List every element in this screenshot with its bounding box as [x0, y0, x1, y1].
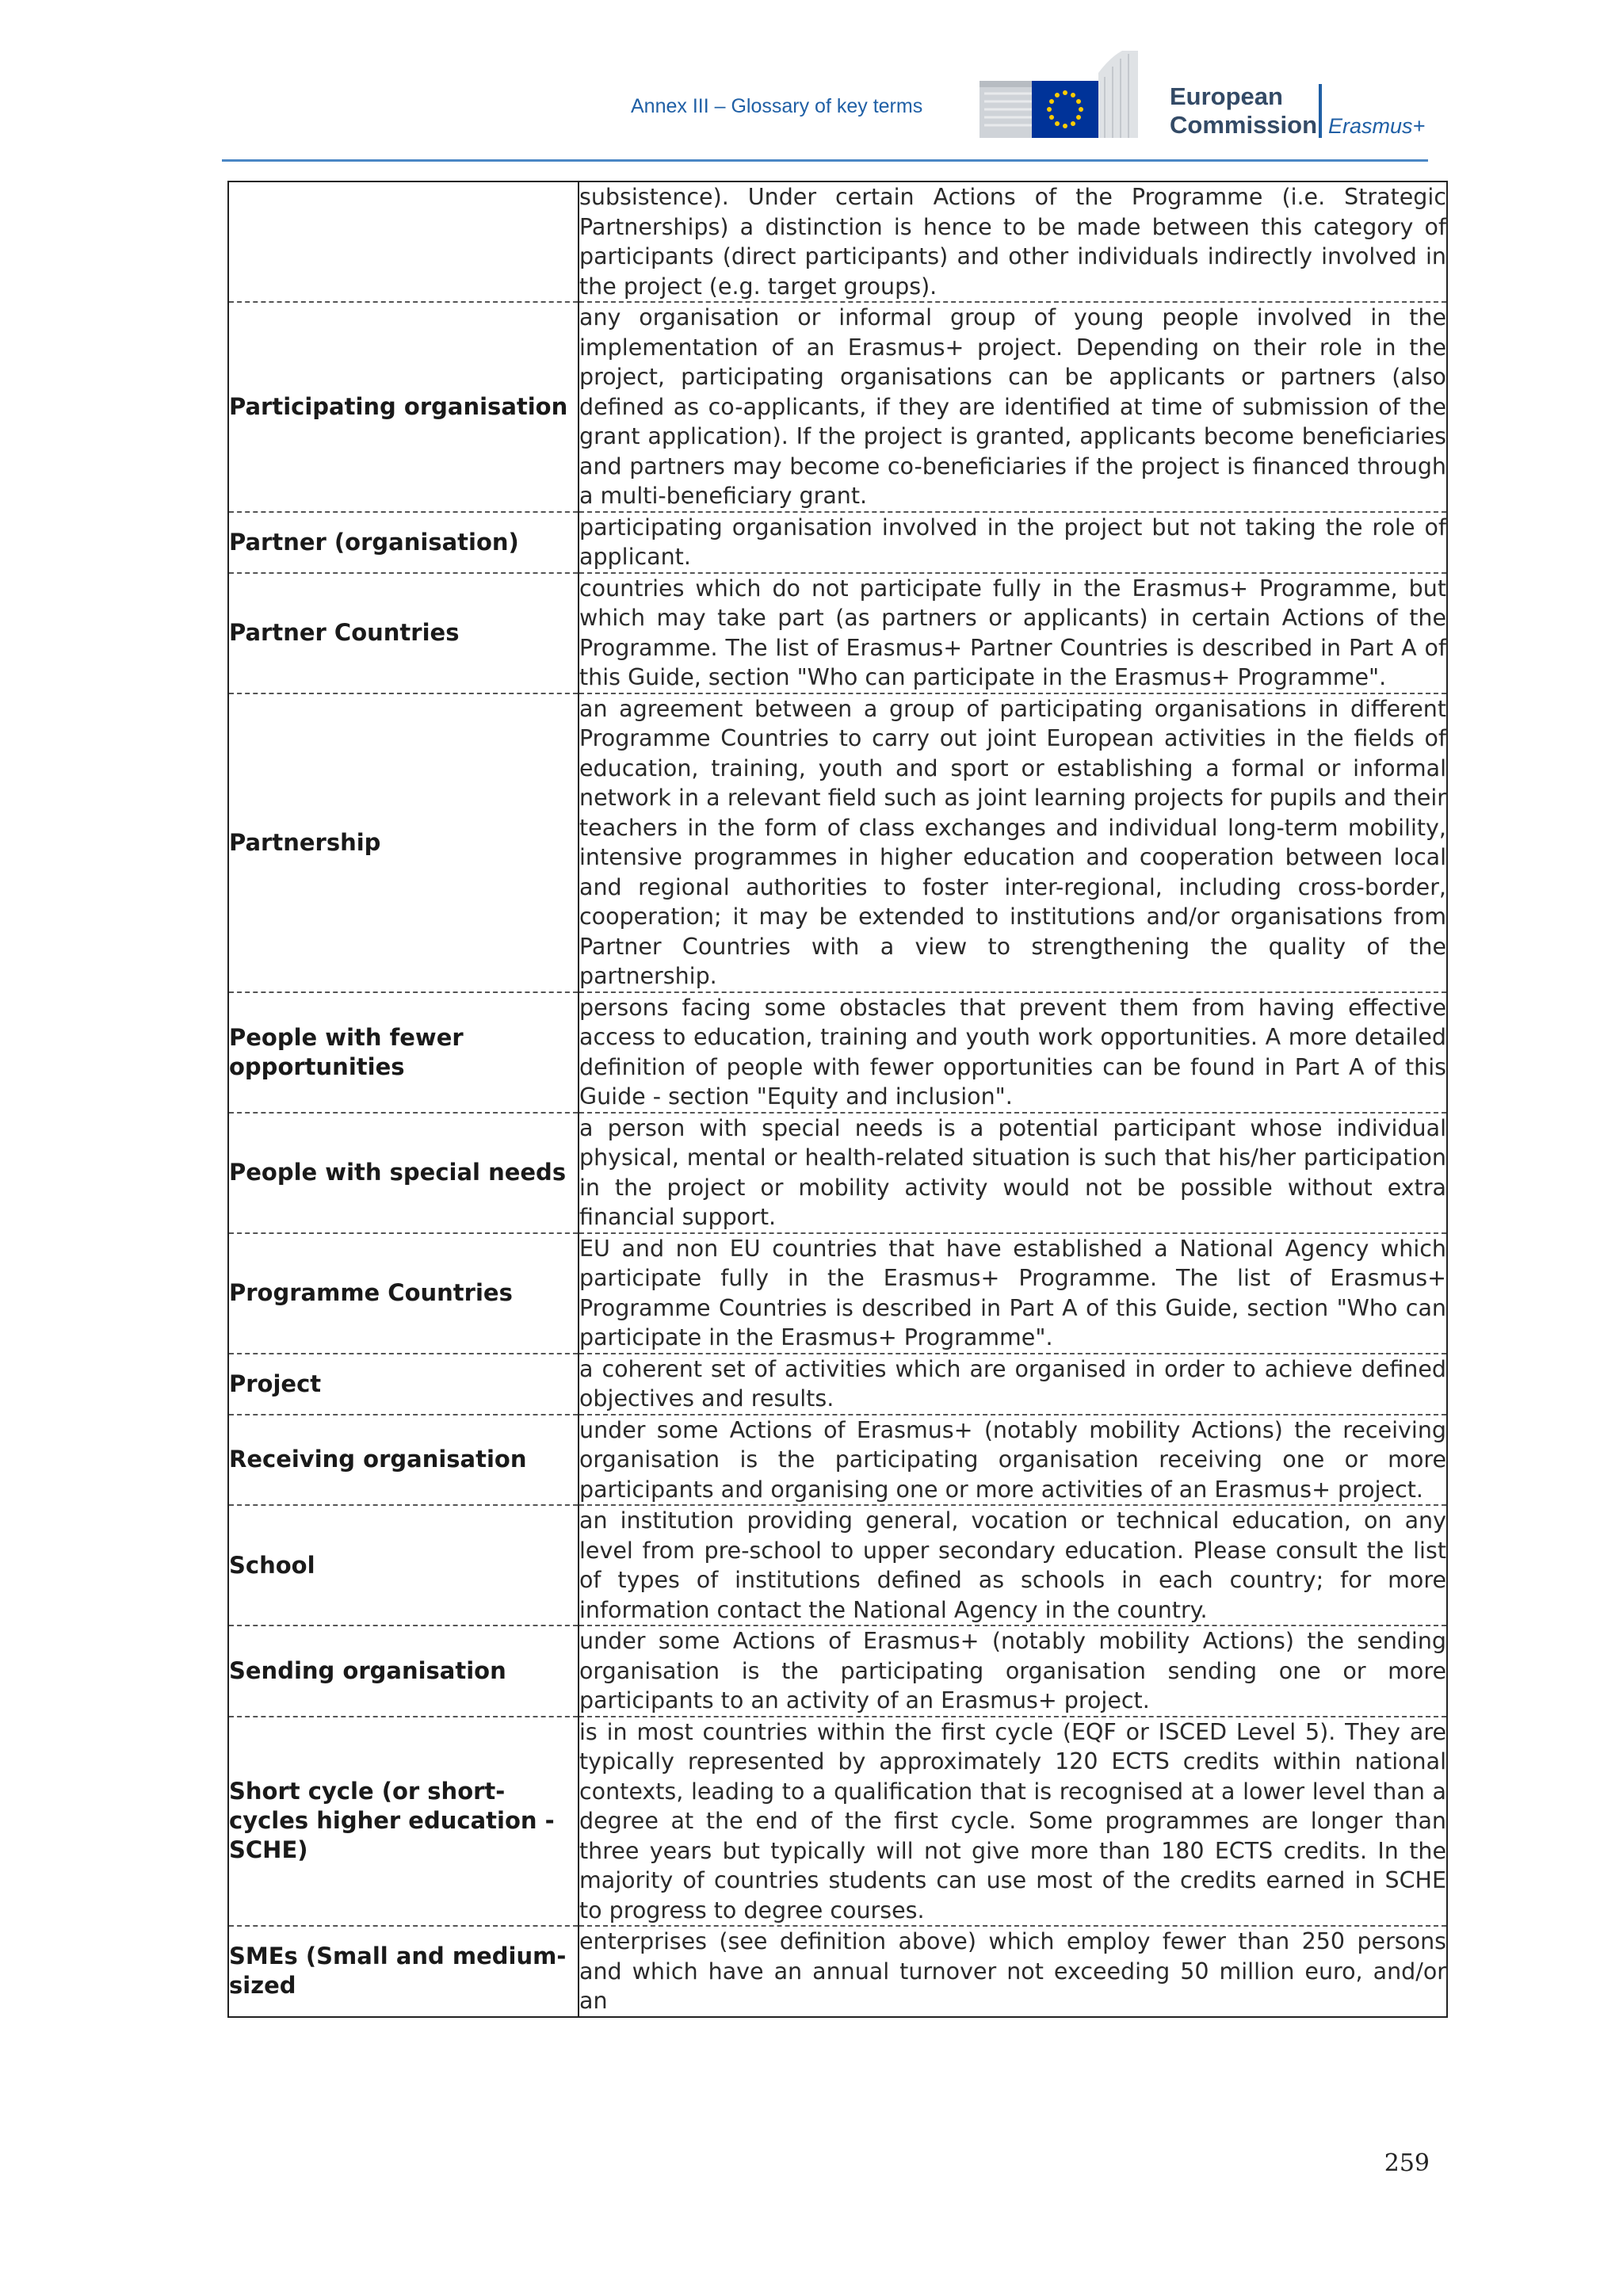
glossary-definition: is in most countries within the first cycle (EQF or ISCED Level 5). They are typically represented by approximately 120 ECTS credits within national contexts, leading to a qualification that is recognised at a lower level than a degree at the end of the first cycle. Some programmes are longer than three years but typically will not give more than 180 ECTS credits. In the majority of countries students can use most of the credits earned in SCHE to progress to degree courses. — [579, 1717, 1447, 1927]
glossary-row — [228, 1415, 1447, 1506]
glossary-term — [228, 181, 579, 302]
glossary-term: SMEs (Small and medium-sized — [228, 1926, 579, 2017]
glossary-body — [228, 181, 1447, 2017]
glossary-term: Partner (organisation) — [228, 512, 579, 573]
glossary-definition: under some Actions of Erasmus+ (notably mobility Actions) the receiving organisation is the participating organisation receiving one or more participants and organising one or more activities of an Erasmus+ project. — [579, 1415, 1447, 1506]
glossary-row — [228, 1717, 1447, 1927]
glossary-definition: persons facing some obstacles that prevent them from having effective access to education, training and youth work opportunities. A more detailed definition of people with fewer opportunities can be found in Part A of this Guide - section "Equity and inclusion". — [579, 992, 1447, 1113]
glossary-definition: a coherent set of activities which are organised in order to achieve defined objectives and results. — [579, 1354, 1447, 1415]
glossary-row — [228, 181, 1447, 302]
glossary-term: Programme Countries — [228, 1233, 579, 1354]
glossary-term: Partnership — [228, 693, 579, 992]
glossary-definition: under some Actions of Erasmus+ (notably mobility Actions) the sending organisation is the participating organisation sending one or more participants to an activity of an Erasmus+ project. — [579, 1626, 1447, 1717]
glossary-row — [228, 1926, 1447, 2017]
page-number: 259 — [1384, 2149, 1430, 2177]
logo-divider — [1319, 84, 1322, 138]
glossary-definition: enterprises (see definition above) which employ fewer than 250 persons and which have an annual turnover not exceeding 50 million euro, and/or an — [579, 1926, 1447, 2017]
glossary-row — [228, 1505, 1447, 1626]
glossary-row — [228, 512, 1447, 573]
logo-org-line1: European — [1170, 82, 1283, 110]
glossary-term: Short cycle (or short-cycles higher education - SCHE) — [228, 1717, 579, 1927]
glossary-term: Partner Countries — [228, 573, 579, 693]
header-title: Annex III – Glossary of key terms — [631, 95, 923, 117]
glossary-row — [228, 1354, 1447, 1415]
glossary-term: People with special needs — [228, 1113, 579, 1233]
glossary-definition: an agreement between a group of participating organisations in different Programme Countries to carry out joint European activities in the fields of education, training, youth and sport or establishing a formal or informal network in a relevant field such as joint learning projects for pupils and their teachers in the form of class exchanges and individual long-term mobility, intensive programmes in higher education and cooperation between local and regional authorities to foster inter-regional, including cross-border, cooperation; it may be extended to institutions and/or organisations from Partner Countries with a view to strengthening the quality of the partnership. — [579, 693, 1447, 992]
glossary-definition: participating organisation involved in the project but not taking the role of applicant. — [579, 512, 1447, 573]
glossary-table — [227, 181, 1448, 2018]
glossary-term: People with fewer opportunities — [228, 992, 579, 1113]
european-commission-logo — [980, 49, 1439, 143]
glossary-term: Participating organisation — [228, 302, 579, 512]
glossary-row — [228, 1626, 1447, 1717]
glossary-definition: subsistence). Under certain Actions of the Programme (i.e. Strategic Partnerships) a distinction is hence to be made between this category of participants (direct participants) and other individuals indirectly involved in the project (e.g. target groups). — [579, 181, 1447, 302]
glossary-definition: an institution providing general, vocation or technical education, on any level from pre-school to upper secondary education. Please consult the list of types of institutions defined as schools in each country; for more information contact the National Agency in the country. — [579, 1505, 1447, 1626]
glossary-row — [228, 1233, 1447, 1354]
glossary-row — [228, 1113, 1447, 1233]
glossary-definition: EU and non EU countries that have established a National Agency which participate fully in the Erasmus+ Programme. The list of Erasmus+ Programme Countries is described in Part A of this Guide, section "Who can participate in the Erasmus+ Programme". — [579, 1233, 1447, 1354]
glossary-row — [228, 573, 1447, 693]
glossary-row — [228, 693, 1447, 992]
glossary-definition: a person with special needs is a potential participant whose individual physical, mental or health-related situation is such that his/her participation in the project or mobility activity would not be possible without extra financial support. — [579, 1113, 1447, 1233]
glossary-definition: any organisation or informal group of young people involved in the implementation of an Erasmus+ project. Depending on their role in the project, participating organisations can be applicants or partners (also defined as co-applicants, if they are identified at time of submission of the grant application). If the project is granted, applicants become beneficiaries and partners may become co-beneficiaries if the project is financed through a multi-beneficiary grant. — [579, 302, 1447, 512]
glossary-term: School — [228, 1505, 579, 1626]
logo-program: Erasmus+ — [1328, 114, 1426, 138]
header-rule — [222, 159, 1428, 162]
logo-org-line2: Commission — [1170, 111, 1318, 139]
glossary-term: Project — [228, 1354, 579, 1415]
glossary-term: Receiving organisation — [228, 1415, 579, 1506]
eu-flag-icon — [1032, 81, 1098, 138]
glossary-definition: countries which do not participate fully in the Erasmus+ Programme, but which may take part (as partners or applicants) in certain Actions of the Programme. The list of Erasmus+ Partner Countries is described in Part A of this Guide, section "Who can participate in the Erasmus+ Programme". — [579, 573, 1447, 693]
glossary-term: Sending organisation — [228, 1626, 579, 1717]
glossary-row — [228, 302, 1447, 512]
glossary-row — [228, 992, 1447, 1113]
